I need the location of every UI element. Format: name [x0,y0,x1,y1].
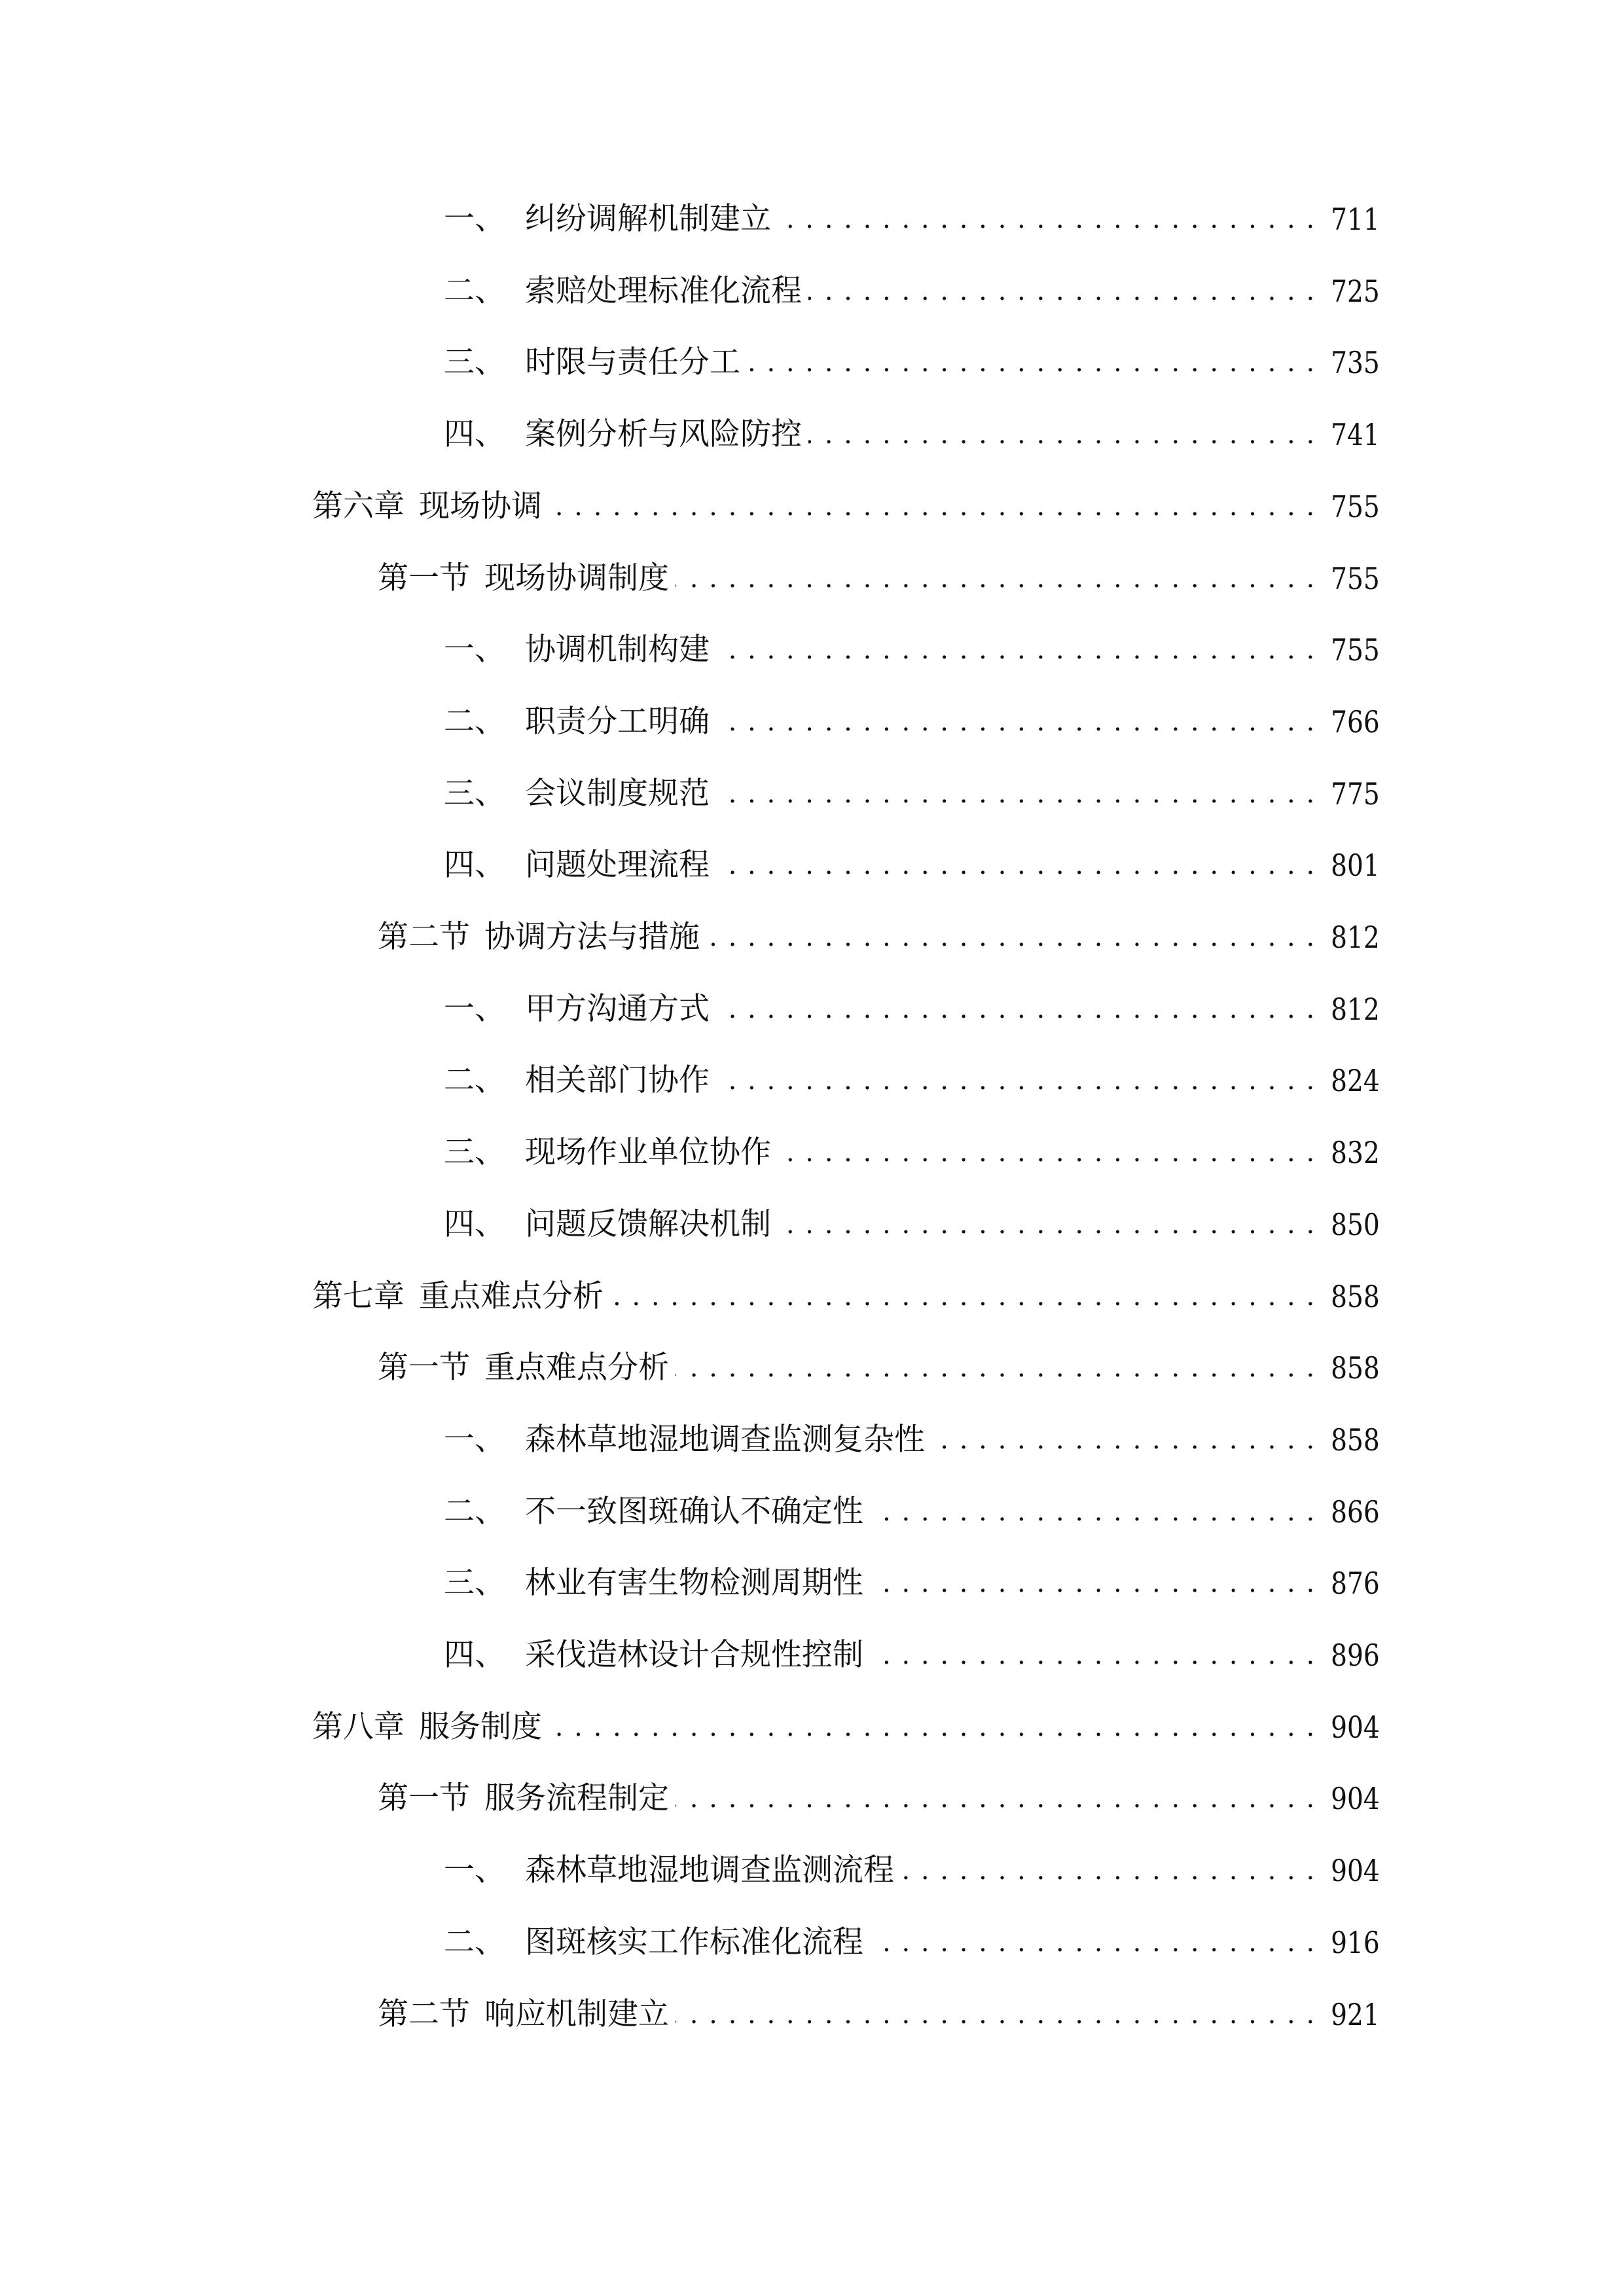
toc-entry-number: 第七章 [312,1278,405,1314]
toc-page-number: 921 [1331,1996,1380,2032]
toc-entry-number: 二、 [444,272,505,309]
toc-subsection-entry[interactable] [444,198,1380,240]
dot-leader [716,773,1316,815]
toc-entry-number: 三、 [444,1565,505,1602]
toc-entry-number: 第八章 [312,1708,405,1745]
toc-entry-number: 第二节 [378,1996,470,2032]
toc-entry-number: 三、 [444,344,505,381]
dot-leader [716,701,1316,743]
toc-entry-number: 四、 [444,1637,505,1673]
toc-page-number: 766 [1331,704,1380,740]
toc-subsection-entry[interactable] [444,1850,1380,1892]
toc-subsection-entry[interactable] [444,773,1380,815]
toc-section-entry[interactable] [378,1347,1380,1389]
toc-entry-title: 服务流程制定 [484,1780,669,1817]
toc-subsection-entry[interactable] [444,1922,1380,1964]
dot-leader [549,486,1316,528]
toc-page-number: 858 [1331,1278,1380,1314]
toc-entry-number: 二、 [444,1062,505,1099]
toc-entry-number: 第六章 [312,488,405,524]
dot-leader [870,1634,1316,1676]
toc-page-number: 876 [1331,1566,1380,1602]
toc-entry-title: 服务制度 [419,1708,542,1745]
toc-entry-title: 响应机制建立 [484,1996,669,2032]
toc-chapter-entry[interactable] [312,1706,1380,1748]
dot-leader [808,414,1316,456]
toc-entry-number: 二、 [444,703,505,740]
toc-entry-number: 第二节 [378,919,470,955]
dot-leader [901,1850,1316,1892]
dot-leader [778,1204,1316,1246]
toc-entry-number: 四、 [444,1206,505,1242]
toc-page-number: 904 [1331,1709,1380,1745]
toc-page-number: 850 [1331,1206,1380,1242]
toc-entry-number: 三、 [444,775,505,812]
toc-page-number: 832 [1331,1135,1380,1171]
toc-entry-title: 甲方沟通方式 [525,990,710,1027]
toc-subsection-entry[interactable] [444,1562,1380,1604]
toc-chapter-entry[interactable] [312,1276,1380,1318]
toc-entry-number: 四、 [444,847,505,884]
toc-section-entry[interactable] [378,558,1380,600]
toc-entry-number: 三、 [444,1134,505,1171]
toc-entry-title: 森林草地湿地调查监测流程 [525,1852,894,1889]
toc-subsection-entry[interactable] [444,844,1380,886]
toc-entry-number: 一、 [444,990,505,1027]
toc-page-number: 711 [1331,202,1380,237]
dot-leader [778,1132,1316,1174]
dot-leader [706,916,1316,958]
toc-entry-title: 重点难点分析 [484,1350,669,1386]
toc-entry-title: 相关部门协作 [525,1062,710,1099]
toc-subsection-entry[interactable] [444,1419,1380,1461]
toc-entry-number: 四、 [444,416,505,453]
toc-page-number: 741 [1331,417,1380,453]
toc-entry-title: 现场协调 [419,488,542,524]
dot-leader [549,1706,1316,1748]
toc-page-number: 812 [1331,920,1380,955]
toc-subsection-entry[interactable] [444,1060,1380,1102]
toc-subsection-entry[interactable] [444,342,1380,384]
toc-page-number: 858 [1331,1350,1380,1386]
toc-entry-number: 一、 [444,1421,505,1458]
dot-leader [870,1491,1316,1533]
toc-entry-title: 不一致图斑确认不确定性 [525,1493,863,1530]
toc-entry-title: 索赔处理标准化流程 [525,272,802,309]
toc-entry-title: 现场协调制度 [484,560,669,596]
toc-entry-number: 第一节 [378,1780,470,1817]
toc-subsection-entry[interactable] [444,1132,1380,1174]
toc-page-number: 858 [1331,1422,1380,1458]
toc-entry-title: 协调方法与措施 [484,919,700,955]
toc-entry-title: 案例分析与风险防控 [525,416,802,453]
toc-page-number: 725 [1331,273,1380,309]
toc-entry-number: 一、 [444,201,505,237]
toc-entry-title: 会议制度规范 [525,775,710,812]
toc-entry-title: 协调机制构建 [525,632,710,668]
dot-leader [716,629,1316,671]
dot-leader [870,1922,1316,1964]
toc-page-number: 896 [1331,1638,1380,1673]
toc-subsection-entry[interactable] [444,1634,1380,1676]
toc-page-number: 904 [1331,1853,1380,1889]
dot-leader [870,1562,1316,1604]
toc-subsection-entry[interactable] [444,988,1380,1030]
toc-subsection-entry[interactable] [444,414,1380,456]
toc-page-number: 866 [1331,1494,1380,1530]
dot-leader [778,198,1316,240]
toc-entry-title: 图斑核实工作标准化流程 [525,1924,863,1960]
dot-leader [747,342,1316,384]
toc-entry-title: 问题反馈解决机制 [525,1206,771,1242]
toc-section-entry[interactable] [378,1994,1380,2036]
toc-subsection-entry[interactable] [444,701,1380,743]
toc-entry-title: 问题处理流程 [525,847,710,884]
toc-entry-title: 采伐造林设计合规性控制 [525,1637,863,1673]
toc-page-number: 755 [1331,488,1380,524]
toc-entry-number: 第一节 [378,1350,470,1386]
toc-section-entry[interactable] [378,1778,1380,1820]
toc-page-number: 812 [1331,991,1380,1027]
dot-leader [808,270,1316,312]
toc-page-number: 904 [1331,1781,1380,1817]
toc-entry-number: 二、 [444,1924,505,1960]
toc-section-entry[interactable] [378,916,1380,958]
toc-entry-number: 二、 [444,1493,505,1530]
toc-entry-title: 现场作业单位协作 [525,1134,771,1171]
toc-page-number: 801 [1331,848,1380,884]
toc-subsection-entry[interactable] [444,629,1380,671]
dot-leader [716,988,1316,1030]
toc-entry-title: 森林草地湿地调查监测复杂性 [525,1421,925,1458]
toc-page-number: 775 [1331,776,1380,812]
toc-subsection-entry[interactable] [444,1204,1380,1246]
dot-leader [676,558,1316,600]
toc-page-number: 735 [1331,345,1380,381]
toc-entry-number: 第一节 [378,560,470,596]
dot-leader [931,1419,1316,1461]
toc-entry-title: 职责分工明确 [525,703,710,740]
toc-entry-title: 林业有害生物检测周期性 [525,1565,863,1602]
dot-leader [716,1060,1316,1102]
toc-subsection-entry[interactable] [444,270,1380,312]
dot-leader [676,1347,1316,1389]
toc-page-number: 755 [1331,632,1380,668]
dot-leader [676,1778,1316,1820]
toc-page-number: 824 [1331,1063,1380,1099]
toc-entry-title: 时限与责任分工 [525,344,740,381]
toc-entry-title: 重点难点分析 [419,1278,604,1314]
toc-chapter-entry[interactable] [312,486,1380,528]
dot-leader [716,844,1316,886]
toc-page-number: 916 [1331,1924,1380,1960]
toc-entry-title: 纠纷调解机制建立 [525,201,771,237]
dot-leader [610,1276,1316,1318]
toc-subsection-entry[interactable] [444,1491,1380,1533]
dot-leader [676,1994,1316,2036]
toc-entry-number: 一、 [444,632,505,668]
toc-page-number: 755 [1331,560,1380,596]
toc-entry-number: 一、 [444,1852,505,1889]
